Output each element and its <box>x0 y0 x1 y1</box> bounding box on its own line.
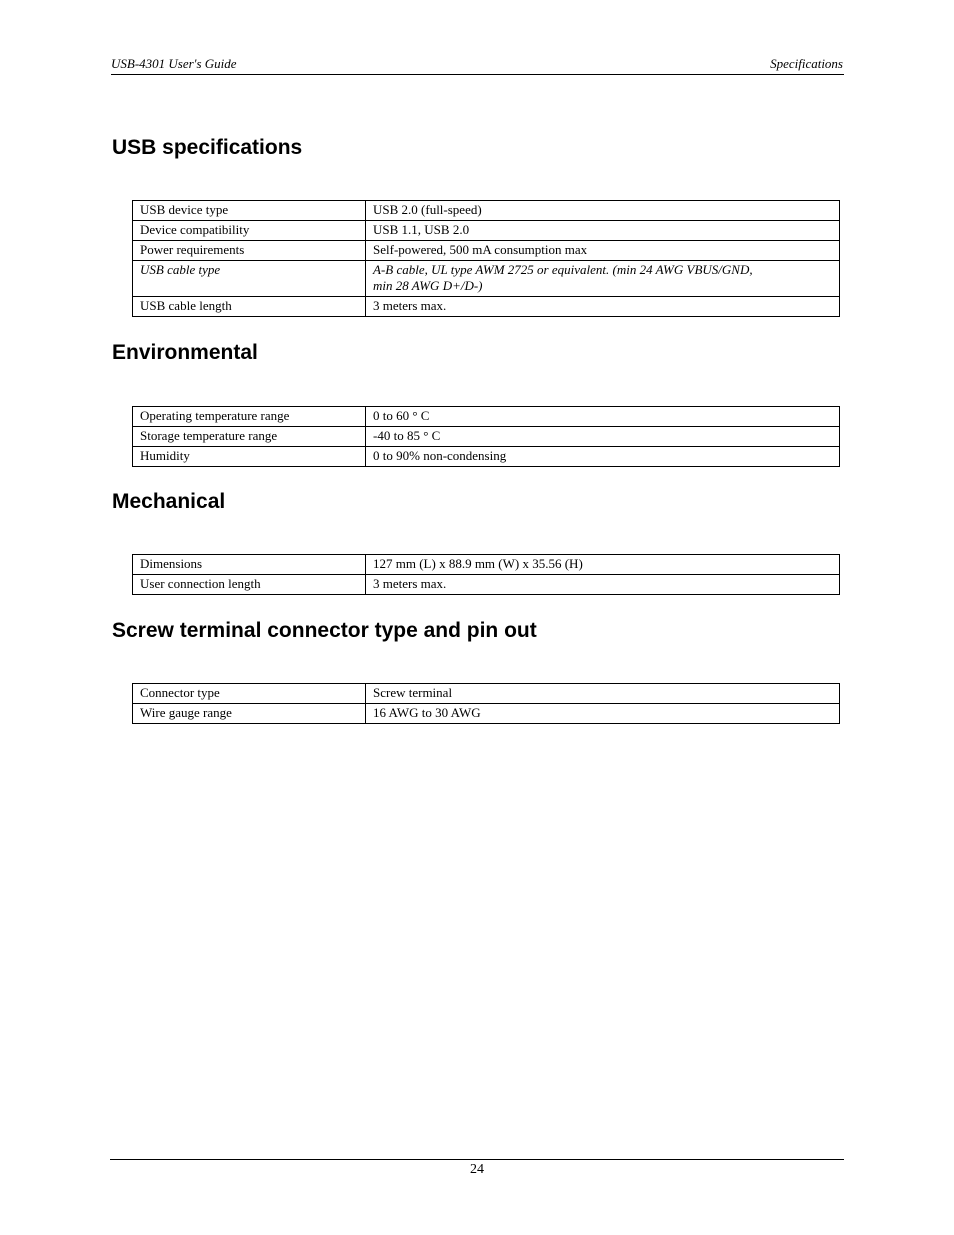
table-row <box>133 684 840 704</box>
page-header <box>111 55 844 75</box>
spec-value: 0 to 60 ° C <box>366 407 840 427</box>
usb-specifications-table <box>132 200 840 317</box>
spec-value: Self-powered, 500 mA consumption max <box>366 241 840 261</box>
spec-value-line: min 28 AWG D+/D-) <box>373 278 483 293</box>
table-row <box>133 427 840 447</box>
spec-value: 0 to 90% non-condensing <box>366 447 840 467</box>
header-document-title: USB-4301 User's Guide <box>111 56 237 71</box>
spec-value <box>366 261 840 297</box>
table-row <box>133 221 840 241</box>
spec-value: USB 2.0 (full-speed) <box>366 201 840 221</box>
table-row <box>133 555 840 575</box>
header-chapter-title: Specifications <box>770 56 843 71</box>
table-row <box>133 297 840 317</box>
spec-value: 16 AWG to 30 AWG <box>366 704 840 724</box>
spec-value: 3 meters max. <box>366 297 840 317</box>
spec-label: Humidity <box>133 447 366 467</box>
table-row <box>133 201 840 221</box>
section-title-environmental: Environmental <box>112 341 258 364</box>
spec-label: Storage temperature range <box>133 427 366 447</box>
spec-label: USB cable length <box>133 297 366 317</box>
spec-label: Device compatibility <box>133 221 366 241</box>
section-title-mechanical: Mechanical <box>112 490 226 513</box>
table-row <box>133 447 840 467</box>
spec-label: USB device type <box>133 201 366 221</box>
spec-value: Screw terminal <box>366 684 840 704</box>
spec-value-line: A-B cable, UL type AWM 2725 or equivalent. (min 24 AWG VBUS/GND, <box>373 262 753 277</box>
spec-label: Dimensions <box>133 555 366 575</box>
table-row <box>133 241 840 261</box>
environmental-table <box>132 406 840 467</box>
table-row <box>133 704 840 724</box>
spec-value: 3 meters max. <box>366 575 840 595</box>
mechanical-table <box>132 554 840 595</box>
spec-value: -40 to 85 ° C <box>366 427 840 447</box>
spec-label: Connector type <box>133 684 366 704</box>
spec-label: USB cable type <box>133 261 366 297</box>
spec-label: Power requirements <box>133 241 366 261</box>
spec-value: USB 1.1, USB 2.0 <box>366 221 840 241</box>
spec-label: User connection length <box>133 575 366 595</box>
screw-terminal-table <box>132 683 840 724</box>
spec-label: Wire gauge range <box>133 704 366 724</box>
section-title-screw-terminal: Screw terminal connector type and pin out <box>112 619 537 642</box>
footer-divider <box>110 1159 844 1160</box>
spec-value: 127 mm (L) x 88.9 mm (W) x 35.56 (H) <box>366 555 840 575</box>
table-row <box>133 407 840 427</box>
page-number: 24 <box>470 1162 484 1177</box>
section-title-usb-specifications: USB specifications <box>112 136 303 159</box>
table-row <box>133 575 840 595</box>
spec-label: Operating temperature range <box>133 407 366 427</box>
table-row <box>133 261 840 297</box>
